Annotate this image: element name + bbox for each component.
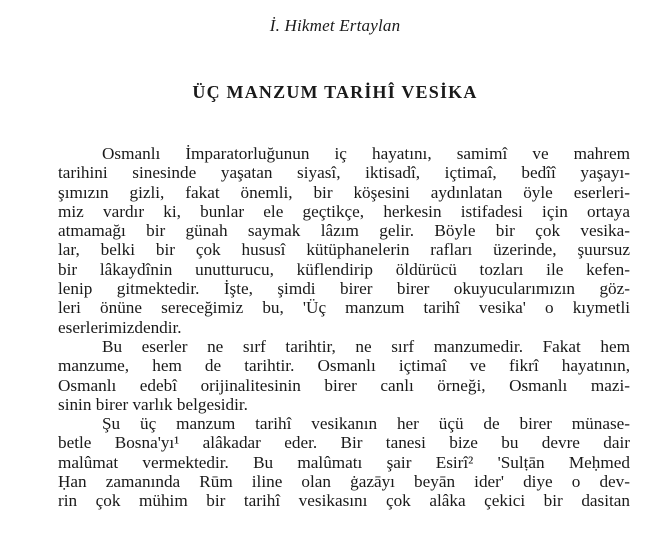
text-line: miz vardır ki, bunlar ele geçtikçe, herkesin istifadesi için ortaya: [58, 201, 630, 221]
text-line: Şu üç manzum tarihî vesikanın her üçü de birer münase-: [102, 414, 630, 434]
text-line: Bu eserler ne sırf tarihtir, ne sırf manzumedir. Fakat hem: [102, 336, 630, 356]
text-line: leri önüne sereceğimiz bu, 'Üç manzum tarihî vesika' o kıymetli: [58, 298, 630, 318]
text-line: Osmanlı edebî orijinalitesinin birer canlı örneği, Osmanlı mazi-: [58, 375, 630, 395]
author-name: İ. Hikmet Ertaylan: [269, 16, 401, 35]
text-line: malûmat vermektedir. Bu malûmatı şair Esirî² 'Sulṭān Meḥmed: [58, 452, 630, 472]
text-line: lar, belki bir çok hususî kütüphanelerin rafları üzerinde, şuursuz: [58, 240, 630, 260]
text-line: manzume, hem de tarihtir. Osmanlı içtimaî ve fikrî hayatının,: [58, 356, 630, 376]
text-line: tarihini sinesinde yaşatan siyasî, iktisadî, içtimaî, bedîî yaşayı-: [58, 163, 630, 183]
text-line: Ḥan zamanında Rūm iline olan ġazāyı beyān ider' diye o dev-: [58, 472, 630, 492]
text-line: rin çok mühim bir tarihî vesikasını çok alâka çekici bir dasitan: [58, 491, 630, 511]
text-line: sinin birer varlık belgesidir.: [58, 394, 248, 414]
text-line: bir lâkaydînin unutturucu, küflendirip öldürücü tozları ile kefen-: [58, 259, 630, 279]
text-line: şımızın gizli, fakat önemli, bir köşesini aydınlatan öyle eserleri-: [58, 182, 630, 202]
text-line: lenip gitmektedir. İşte, şimdi birer birer okuyucularımızın göz-: [58, 279, 630, 299]
text-line: atmamağı bir günah saymak lâzım gelir. Böyle bir çok vesika-: [58, 221, 630, 241]
text-line: Osmanlı İmparatorluğunun iç hayatını, samimî ve mahrem: [102, 144, 630, 163]
article-title: ÜÇ MANZUM TARİHÎ VESİKA: [192, 82, 478, 102]
text-line: betle Bosna'yı¹ alâkadar eder. Bir tanesi bize bu devre dair: [58, 433, 630, 453]
body-text: [58, 144, 630, 511]
text-line: eserlerimizdendir.: [58, 317, 182, 337]
